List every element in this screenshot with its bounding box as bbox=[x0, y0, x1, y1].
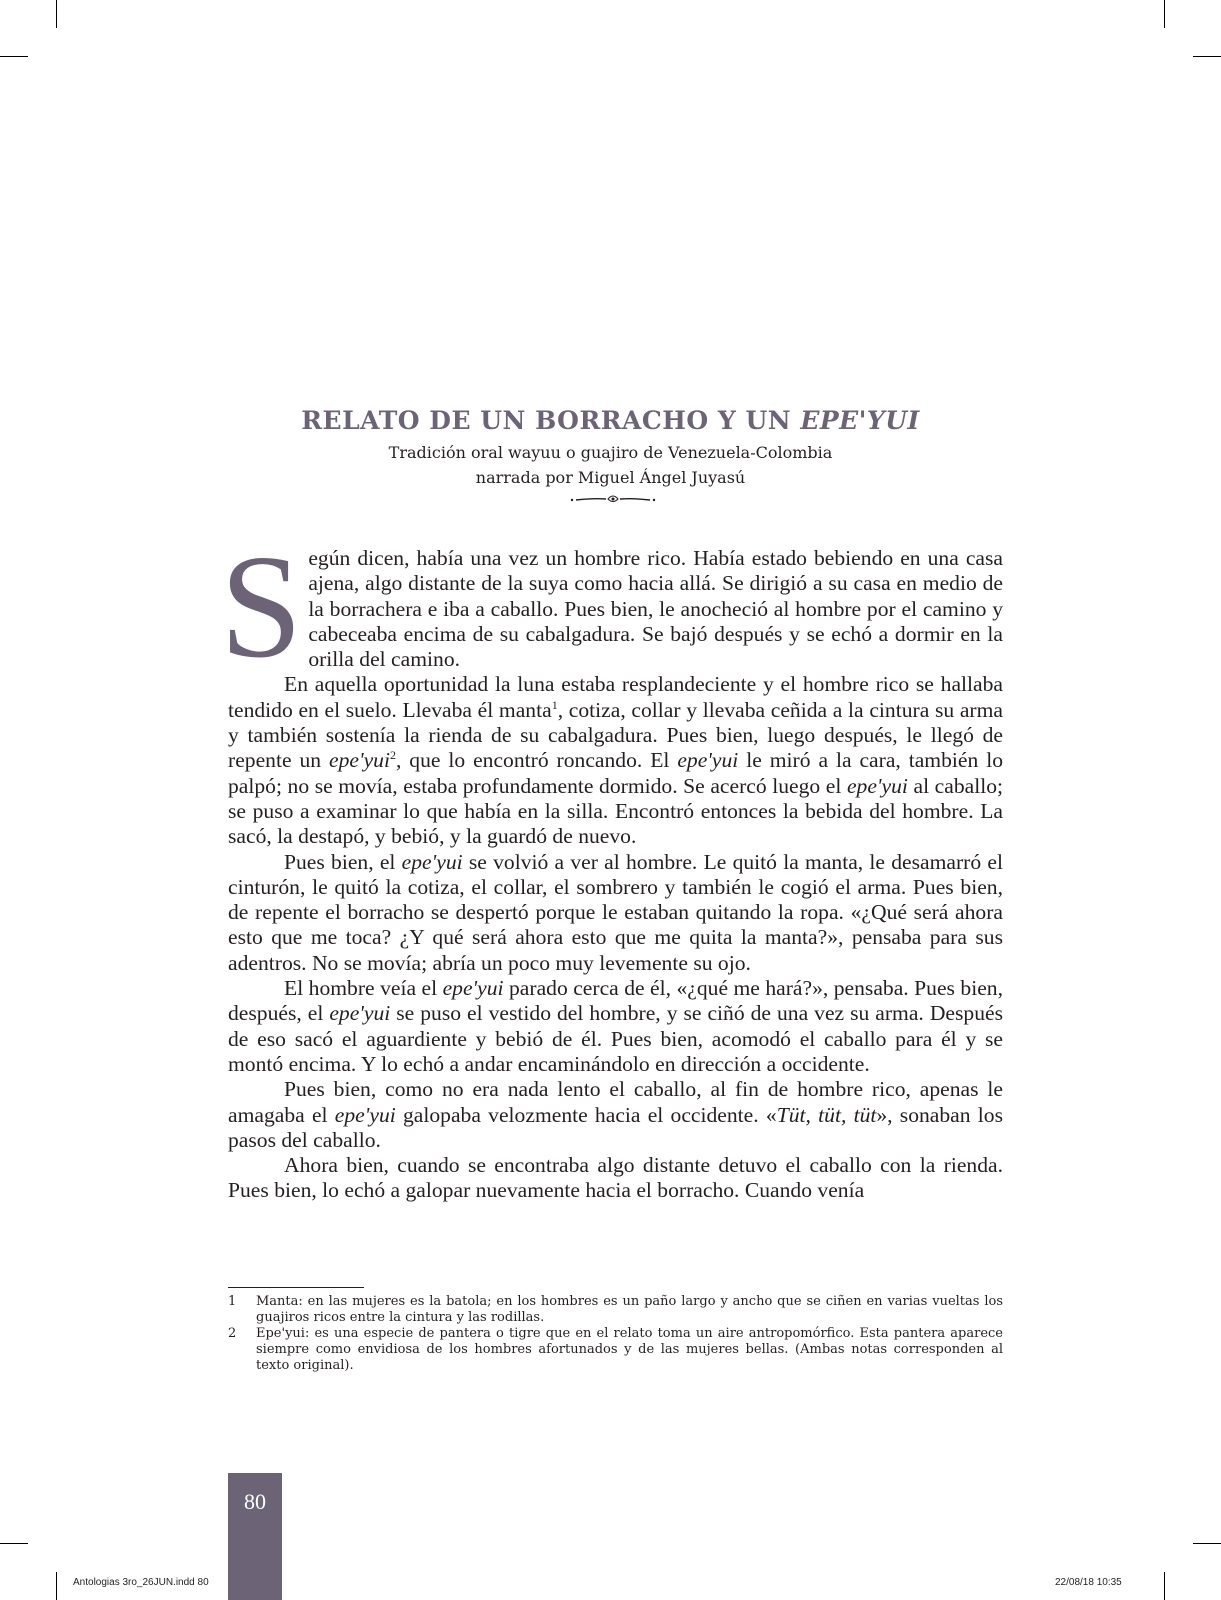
paragraph: Pues bien, el epe'yui se volvió a ver al hombre. Le quitó la manta, le desamarró el cinturón, le quitó la cotiza, el collar, el sombrero y también le cogió el arma. Pues bien, de repente el borracho se despertó porque le estaban quitando la ropa. «¿Qué será ahora esto que me toca? ¿Y qué será ahora esto que me quita la manta?», pensaba para sus adentros. No se movía; abría un poco muy levemente su ojo. bbox=[228, 849, 1003, 975]
story-title: RELATO DE UN BORRACHO Y UN EPE'YUI bbox=[301, 406, 920, 435]
print-slug-file: Antologias 3ro_26JUN.indd 80 bbox=[73, 1577, 209, 1588]
crop-mark bbox=[1164, 1572, 1165, 1600]
paragraph: Ahora bien, cuando se encontraba algo distante detuvo el caballo con la rienda. Pues bien, lo echó a galopar nuevamente hacia el borracho. Cuando venía bbox=[228, 1153, 1003, 1203]
crop-mark bbox=[1193, 56, 1221, 57]
footnote: 1 Manta: en las mujeres es la batola; en los hombres es un paño largo y ancho que se ciñen en varias vueltas los guajiros ricos entre la cintura y las rodillas. bbox=[228, 1294, 1003, 1325]
crop-mark bbox=[1164, 0, 1165, 28]
crop-mark bbox=[56, 1572, 57, 1600]
footnote: 2 Epe'yui: es una especie de pantera o tigre que en el relato toma un aire antropomórfico. Esta pantera aparece siempre como envidiosa de los hombres afortunados y de las mujeres bellas. (Ambas notas corresponden al texto original). bbox=[228, 1326, 1003, 1373]
story-body bbox=[220, 525, 1004, 1204]
ornament-divider-icon bbox=[568, 493, 658, 505]
narrator-credit: narrada por Miguel Ángel Juyasú bbox=[475, 468, 746, 487]
paragraph: En aquella oportunidad la luna estaba resplandeciente y el hombre rico se hallaba tendido en el suelo. Llevaba él manta$^1$, cotiza, collar y llevaba ceñida a la cintura su arma y también sostenía la rienda de su cabalgadura. Pues bien, luego después, le llegó de repente un epe'yui$^2$, que lo encontró roncando. El epe'yui le miró a la cara, también lo palpó; no se movía, estaba profundamente dormido. Se acercó luego el epe'yui al caballo; se puso a examinar lo que había en la silla. Encontró entonces la bebida del hombre. La sacó, la destapó, y bebió, y la guardó de nuevo. bbox=[228, 672, 1003, 849]
paragraph: Pues bien, como no era nada lento el caballo, al fin de hombre rico, apenas le amagaba el epe'yui galopaba velozmente hacia el occidente. «Tüt, tüt, tüt», sonaban los pasos del caballo. bbox=[228, 1077, 1004, 1152]
paragraph: Según dicen, había una vez un hombre rico. Había estado bebiendo en una casa ajena, algo distante de la suya como hacia allá. Se dirigió a su casa en medio de la borrachera e iba a caballo. Pues bien, le anocheció al hombre por el camino y cabeceaba encima de su cabalgadura. Se bajó después y se echó a dormir en la orilla del camino. bbox=[220, 525, 1003, 689]
paragraph: El hombre veía el epe'yui parado cerca de él, «¿qué me hará?», pensaba. Pues bien, después, el epe'yui se puso el vestido del hombre, y se ciñó de una vez su arma. Después de eso sacó el aguardiente y bebió de él. Pues bien, acomodó el caballo para él y se montó encima. Y lo echó a andar encaminándolo en dirección a occidente. bbox=[228, 976, 1003, 1076]
footnote-divider bbox=[228, 1287, 364, 1288]
crop-mark bbox=[56, 0, 57, 28]
crop-mark bbox=[1193, 1543, 1221, 1544]
footnote-ref: 1 bbox=[551, 697, 558, 712]
footnotes bbox=[228, 1294, 1003, 1374]
page-number: 80 bbox=[244, 1489, 266, 1514]
crop-mark bbox=[0, 1543, 28, 1544]
footnote-ref: 2 bbox=[389, 748, 396, 763]
page-number-tab bbox=[228, 1473, 282, 1600]
crop-mark bbox=[0, 56, 28, 57]
drop-cap: S bbox=[220, 525, 303, 689]
story-subtitle: Tradición oral wayuu o guajiro de Venezuela-Colombia bbox=[388, 443, 833, 462]
print-slug-date: 22/08/18 10:35 bbox=[1055, 1577, 1122, 1588]
